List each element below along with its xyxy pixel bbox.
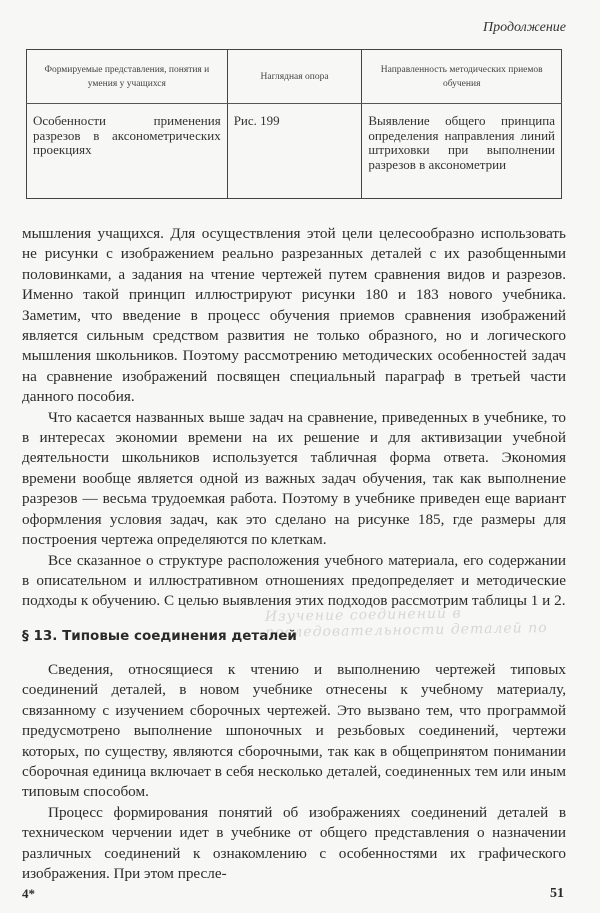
table-cell-concept: Особенности применения разрезов в аксонометрических проекциях <box>27 104 228 199</box>
table-header-methods: Направленность методических приемов обучения <box>362 50 562 104</box>
table-cell-method: Выявление общего принципа определения направления линий штриховки при выполнении разрезов в аксонометрии <box>362 104 562 199</box>
paragraph: Процесс формирования понятий об изображениях соединений деталей в техническом черчении идет в учебнике от общего представления о назначении различных соединений к ознакомлению с особенностями их графического изображения. При этом пресле- <box>22 803 566 883</box>
table-header-row <box>27 50 562 104</box>
signature-mark: 4* <box>22 886 35 901</box>
paragraph: Сведения, относящиеся к чтению и выполнению чертежей типовых соединений деталей, в новом учебнике отнесены к учебному материалу, связанному с изучением сборочных чертежей. Это вызвано тем, что программой предусмотрено выполнение шпоночных и резьбовых соединений, чертежи которых, по существу, являются сборочными, так как в общепринятом понимании сборочная единица включает в себя несколько деталей, соединенных тем или иным типовым способом. <box>22 661 566 801</box>
text-block-after-section <box>22 660 566 884</box>
continuation-label: Продолжение <box>483 20 566 35</box>
paragraph: Все сказанное о структуре расположения учебного материала, его содержании в описательном и иллюстративном отношениях предопределяет и методические подходы к обучению. С целью выявления этих подходов рассмотрим таблицы 1 и 2. <box>22 551 566 610</box>
handwritten-note: Изучение соединений в последовательности деталей по <box>264 605 548 641</box>
paragraph: мышления учащихся. Для осуществления этой цели целесообразно использовать не рисунки с изображением реально разрезанных деталей с их разобщенными половинками, а задания на чтение чертежей путем сравнения видов и разрезов. Именно такой принцип иллюстрируют рисунки 180 и 183 нового учебника. Заметим, что введение в процесс обучения приемов сравнения изображений является сильным средством развития не только образного, но и логического мышления школьников. Поэтому рассмотрению методических особенностей задач на сравнение изображений посвящен специальный параграф в третьей части данного пособия. <box>22 225 566 406</box>
text-block-before-section <box>22 224 566 612</box>
page-number: 51 <box>550 886 564 901</box>
table-header-concepts: Формируемые представления, понятия и умения у учащихся <box>27 50 228 104</box>
paragraph: Что касается названных выше задач на сравнение, приведенных в учебнике, то в интересах экономии времени на их решение и для активизации учебной деятельности школьников используется табличная форма ответа. Экономия времени вообще является одной из важных задач обучения, так как выполнение разрезов — весьма трудоемкая работа. Поэтому в учебнике приведен еще вариант оформления условия задач, как это сделано на рисунке 185, где размеры для построения чертежа определяются по клеткам. <box>22 408 566 549</box>
section-title: § 13. Типовые соединения деталей <box>22 628 297 644</box>
methods-table <box>26 49 562 199</box>
table-row <box>27 104 562 199</box>
table-cell-visual-aid: Рис. 199 <box>227 104 362 199</box>
table-header-visual-aid: Наглядная опора <box>227 50 362 104</box>
